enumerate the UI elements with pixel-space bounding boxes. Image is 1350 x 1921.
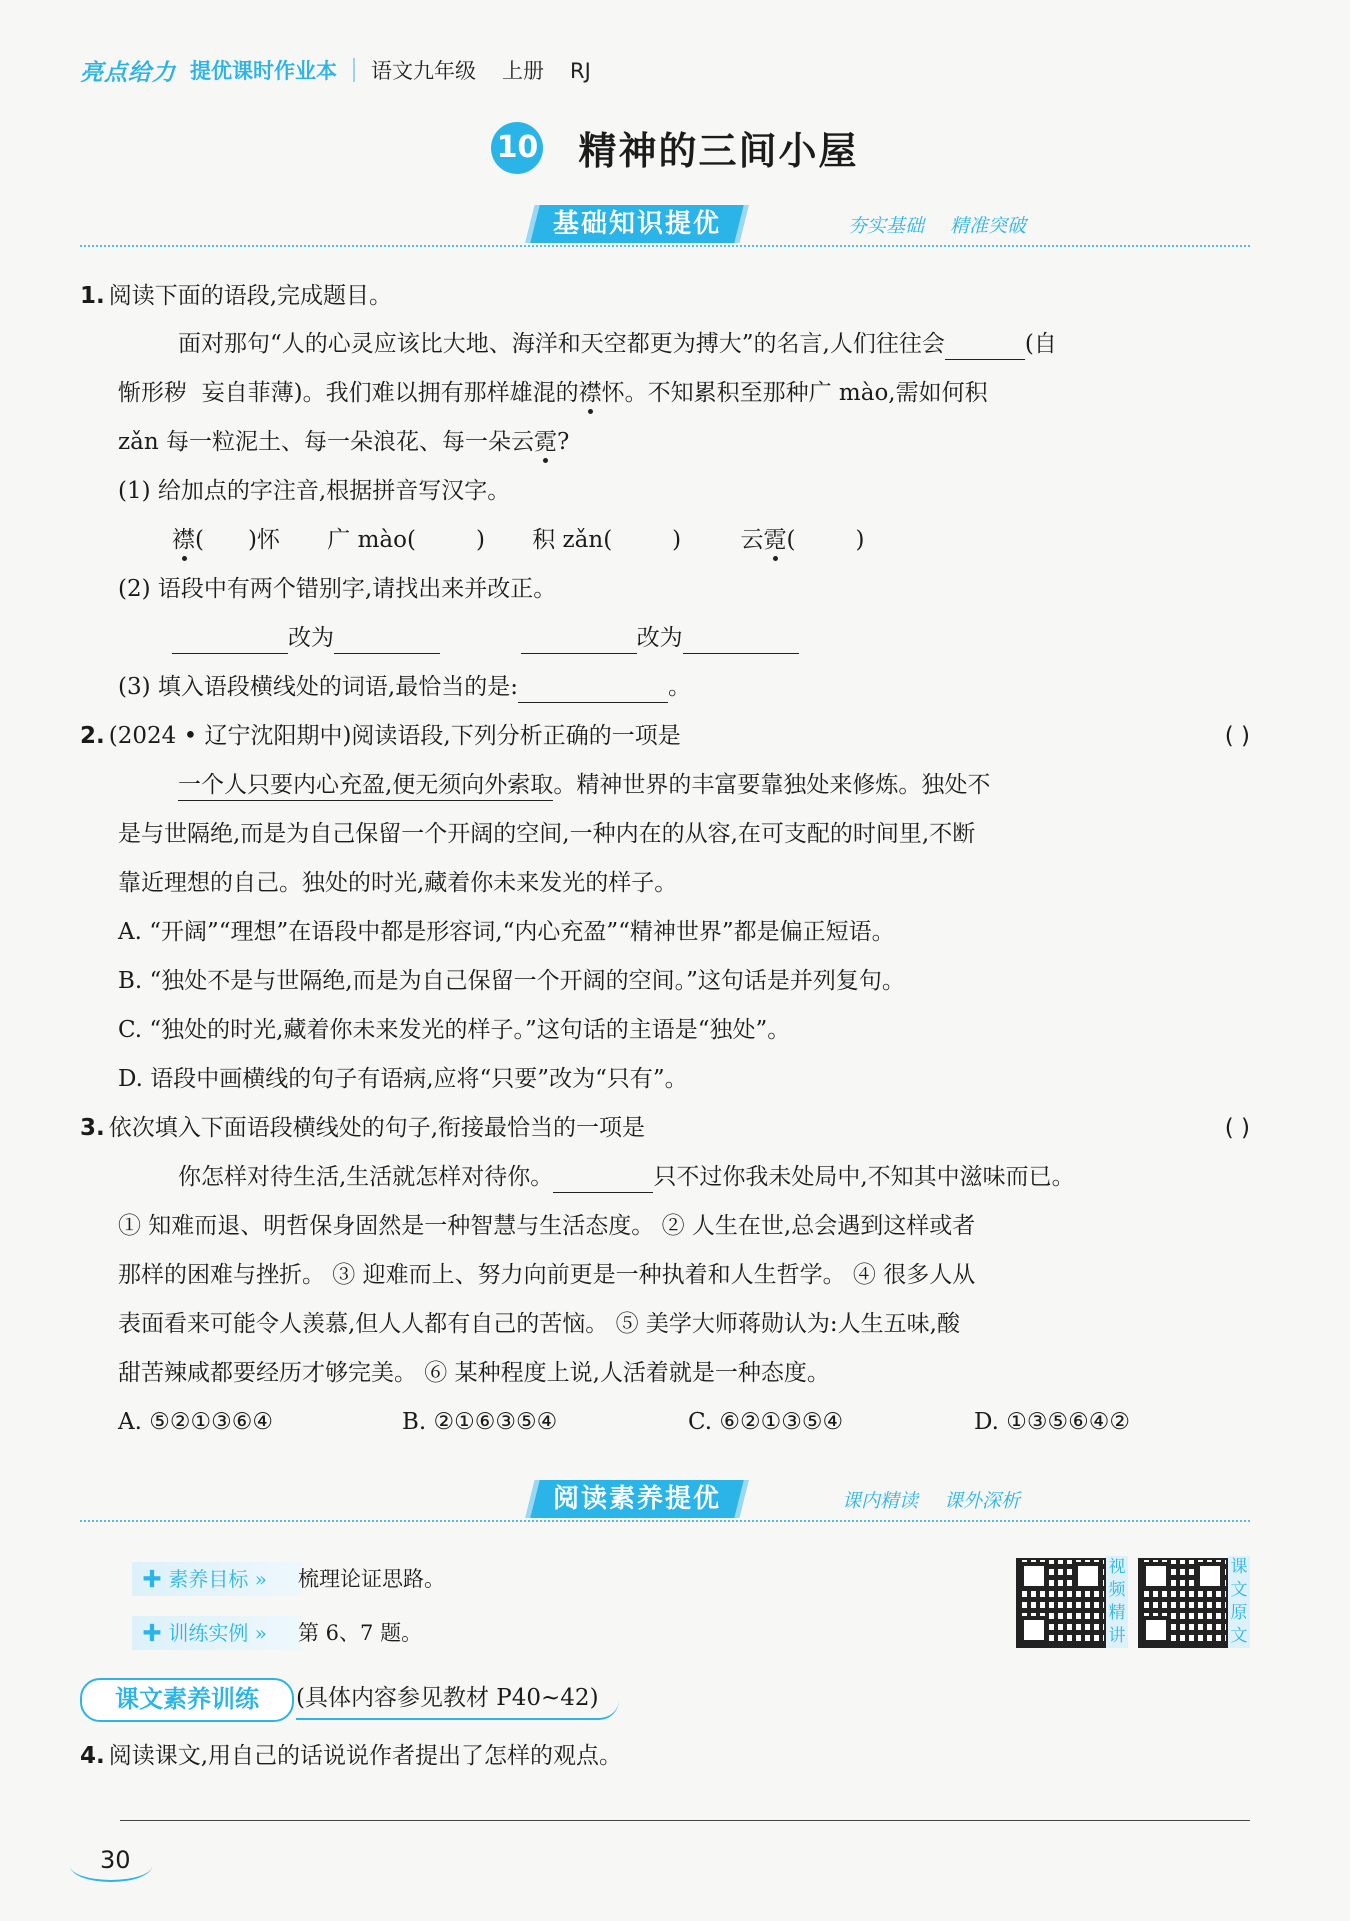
section-basic-knowledge	[80, 205, 1250, 249]
q1-sub3: (3) 填入语段横线处的词语,最恰当的是: 。	[118, 671, 691, 703]
q2-option-a[interactable]: A. “开阔”“理想”在语段中都是形容词,“内心充盈”“精神世界”都是偏正短语。	[118, 919, 895, 945]
q1-passage-line2: 惭形秽 妄自菲薄)。我们难以拥有那样雄混的襟怀。不知累积至那种广 mào,需如何积	[118, 380, 988, 406]
q2-option-d[interactable]: D. 语段中画横线的句子有语病,应将“只要”改为“只有”。	[118, 1066, 688, 1092]
qr-finder	[1020, 1562, 1048, 1590]
q4-stem: 4. 阅读课文,用自己的话说说作者提出了怎样的观点。	[80, 1743, 623, 1769]
goal-tag: ✚ 素养目标 »	[132, 1562, 302, 1596]
qr-code-video[interactable]	[1016, 1558, 1106, 1648]
q3-option-c[interactable]: C. ⑥②①③⑤④	[688, 1409, 844, 1435]
book-info	[371, 55, 617, 85]
q2-option-c[interactable]: C. “独处的时光,藏着你未来发光的样子。”这句话的主语是“独处”。	[118, 1017, 791, 1043]
answer-blank[interactable]	[553, 1166, 653, 1193]
page-number: 30	[100, 1846, 131, 1874]
qr-finder	[1074, 1562, 1102, 1590]
series-title: 提优课时作业本	[190, 59, 337, 83]
lesson-number-badge: 10	[491, 122, 543, 174]
lesson-title-row	[0, 120, 1350, 175]
q1-sub1-items: 襟( )怀 广 mào( ) 积 zǎn( ) 云霓( )	[172, 527, 865, 553]
q1-passage-line3: zǎn 每一粒泥土、每一朵浪花、每一朵云霓?	[118, 429, 570, 455]
section-label: 基础知识提优	[525, 205, 748, 243]
section-divider	[80, 245, 1250, 247]
section-label: 阅读素养提优	[525, 1480, 748, 1518]
q1-stem: 1. 阅读下面的语段,完成题目。	[80, 283, 393, 309]
section-tagline: 夯实基础 精准突破	[848, 215, 1027, 237]
qr-finder	[1196, 1562, 1224, 1590]
q3-sentences-line4: 甜苦辣咸都要经历才够完美。 ⑥ 某种程度上说,人活着就是一种态度。	[118, 1360, 830, 1386]
q3-stem: 3. 依次填入下面语段横线处的句子,衔接最恰当的一项是 ( )	[80, 1112, 1250, 1144]
q3-option-b[interactable]: B. ②①⑥③⑤④	[402, 1409, 558, 1435]
section-reading-literacy	[80, 1480, 1250, 1524]
q1-passage-line1: 面对那句“人的心灵应该比大地、海洋和天空都更为搏大”的名言,人们往往会 (自	[178, 328, 1057, 360]
qr-label-video: 视频精讲	[1106, 1556, 1128, 1648]
q1-sub2-blanks: 改为 改为	[172, 622, 799, 654]
q3-sentences-line1: ① 知难而退、明哲保身固然是一种智慧与生活态度。 ② 人生在世,总会遇到这样或者	[118, 1213, 976, 1239]
qr-code-text[interactable]	[1138, 1558, 1228, 1648]
lesson-title: 精神的三间小屋	[578, 128, 859, 173]
training-note: (具体内容参见教材 P40~42)	[296, 1678, 619, 1720]
answer-blank[interactable]	[945, 333, 1025, 360]
qr-finder	[1142, 1562, 1170, 1590]
section-tagline: 课内精读 课外深析	[842, 1490, 1021, 1512]
q2-passage-line3: 靠近理想的自己。独处的时光,藏着你未来发光的样子。	[118, 870, 678, 896]
qr-finder	[1142, 1616, 1170, 1644]
q3-option-d[interactable]: D. ①③⑤⑥④②	[974, 1409, 1130, 1435]
answer-blank[interactable]	[334, 627, 440, 654]
answer-blank[interactable]	[683, 627, 799, 654]
answer-blank[interactable]	[172, 627, 288, 654]
header-divider	[353, 58, 355, 82]
goal-text: 梳理论证思路。	[298, 1567, 445, 1591]
q3-passage: 你怎样对待生活,生活就怎样对待你。 只不过你我未处局中,不知其中滋味而已。	[178, 1161, 1075, 1193]
edition: RJ	[570, 59, 591, 83]
page-header	[80, 50, 617, 90]
answer-paren[interactable]: ( )	[1224, 1115, 1250, 1141]
practice-tag: ✚ 训练实例 »	[132, 1616, 302, 1650]
q3-option-a[interactable]: A. ⑤②①③⑥④	[118, 1409, 273, 1435]
training-label: 课文素养训练	[80, 1678, 294, 1722]
answer-line[interactable]	[120, 1820, 1250, 1821]
q2-stem: 2. (2024 • 辽宁沈阳期中)阅读语段,下列分析正确的一项是 ( )	[80, 720, 1250, 752]
q3-sentences-line2: 那样的困难与挫折。 ③ 迎难而上、努力向前更是一种执着和人生哲学。 ④ 很多人从	[118, 1262, 976, 1288]
subject: 语文九年级	[371, 59, 476, 83]
q2-passage-line1: 一个人只要内心充盈,便无须向外索取。精神世界的丰富要靠独处来修炼。独处不	[178, 769, 990, 801]
q3-sentences-line3: 表面看来可能令人羡慕,但人人都有自己的苦恼。 ⑤ 美学大师蒋勋认为:人生五味,酸	[118, 1311, 960, 1337]
answer-blank[interactable]	[521, 627, 637, 654]
q1-sub2: (2) 语段中有两个错别字,请找出来并改正。	[118, 576, 557, 602]
q2-passage-line2: 是与世隔绝,而是为自己保留一个开阔的空间,一种内在的从容,在可支配的时间里,不断	[118, 821, 976, 847]
answer-blank[interactable]	[518, 676, 668, 703]
q2-option-b[interactable]: B. “独处不是与世隔绝,而是为自己保留一个开阔的空间。”这句话是并列复句。	[118, 968, 905, 994]
brand-logo: 亮点给力	[80, 59, 176, 86]
answer-paren[interactable]: ( )	[1224, 723, 1250, 749]
q1-sub1: (1) 给加点的字注音,根据拼音写汉字。	[118, 478, 511, 504]
qr-finder	[1020, 1616, 1048, 1644]
qr-label-text: 课文原文	[1228, 1556, 1250, 1648]
section-divider	[80, 1520, 1250, 1522]
practice-text: 第 6、7 题。	[298, 1621, 423, 1645]
volume: 上册	[502, 59, 544, 83]
